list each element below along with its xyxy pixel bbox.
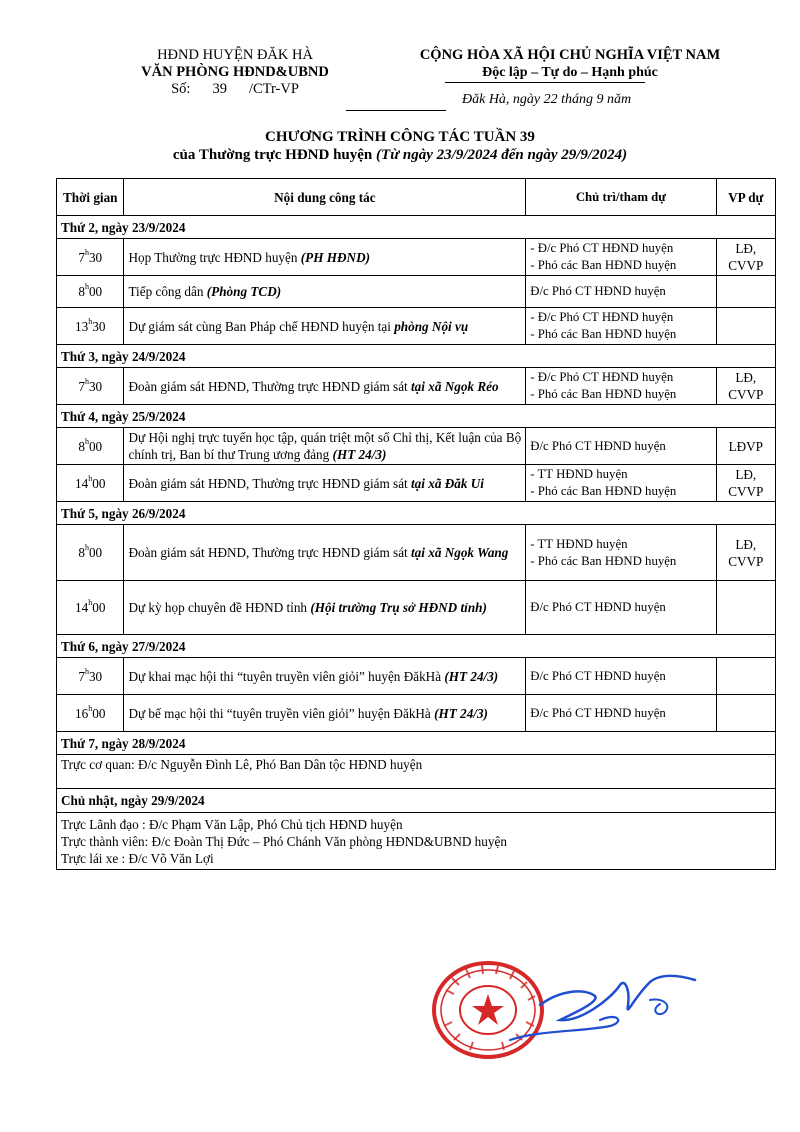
chu-tri-cell: Đ/c Phó CT HĐND huyện <box>526 276 716 308</box>
content-cell: Đoàn giám sát HĐND, Thường trực HĐND giám sát tại xã Đăk Ui <box>124 465 526 502</box>
day-row <box>57 405 776 428</box>
title-line2 <box>0 146 800 164</box>
content-cell: Dự bế mạc hội thi “tuyên truyền viên giỏi” huyện ĐăkHà (HT 24/3) <box>124 695 526 732</box>
title-period: (Từ ngày 23/9/2024 đến ngày 29/9/2024) <box>376 147 628 163</box>
day-label: Chủ nhật, ngày 29/9/2024 <box>57 789 776 813</box>
day-label: Thứ 2, ngày 23/9/2024 <box>57 216 776 239</box>
day-label: Thứ 6, ngày 27/9/2024 <box>57 635 776 658</box>
vp-cell <box>716 276 775 308</box>
duty-row <box>57 813 776 870</box>
day-label: Thứ 4, ngày 25/9/2024 <box>57 405 776 428</box>
schedule-table <box>56 178 776 870</box>
header-vp: VP dự <box>716 179 775 216</box>
table-row <box>57 368 776 405</box>
content-cell: Tiếp công dân (Phòng TCD) <box>124 276 526 308</box>
issuer-underline <box>346 110 446 111</box>
time-cell: 8$^h$00 <box>57 276 124 308</box>
day-label: Thứ 3, ngày 24/9/2024 <box>57 345 776 368</box>
chu-tri-cell: Đ/c Phó CT HĐND huyện <box>526 428 716 465</box>
chu-tri-cell: - TT HĐND huyện - Phó các Ban HĐND huyện <box>526 525 716 581</box>
content-cell: Đoàn giám sát HĐND, Thường trực HĐND giám sát tại xã Ngọk Wang <box>124 525 526 581</box>
vp-cell: LĐ, CVVP <box>716 368 775 405</box>
chu-tri-cell: - Đ/c Phó CT HĐND huyện - Phó các Ban HĐND huyện <box>526 368 716 405</box>
table-row <box>57 525 776 581</box>
time-cell: 14$^h$00 <box>57 581 124 635</box>
table-header <box>57 179 776 216</box>
vp-cell <box>716 695 775 732</box>
document-date: Đăk Hà, ngày 22 tháng 9 năm <box>462 92 632 107</box>
table-row <box>57 581 776 635</box>
time-cell: 7$^h$30 <box>57 658 124 695</box>
duty-driver: Trực lái xe : Đ/c Võ Văn Lợi <box>61 851 214 866</box>
chu-tri-cell: - Đ/c Phó CT HĐND huyện - Phó các Ban HĐND huyện <box>526 308 716 345</box>
title-main: của Thường trực HĐND huyện <box>172 147 377 163</box>
duty-leader: Trực Lãnh đạo : Đ/c Phạm Văn Lập, Phó Chủ tịch HĐND huyện <box>61 817 403 832</box>
day-row <box>57 502 776 525</box>
day-row <box>57 345 776 368</box>
chu-tri-cell: Đ/c Phó CT HĐND huyện <box>526 581 716 635</box>
issuer-line2: VĂN PHÒNG HĐND&UBND <box>141 64 329 80</box>
so-suffix: /CTr-VP <box>248 81 299 97</box>
chu-tri-cell: - Đ/c Phó CT HĐND huyện - Phó các Ban HĐND huyện <box>526 239 716 276</box>
table-row <box>57 658 776 695</box>
table-row <box>57 695 776 732</box>
content-cell: Họp Thường trực HĐND huyện (PH HĐND) <box>124 239 526 276</box>
table-row <box>57 239 776 276</box>
chu-tri-cell: - TT HĐND huyện - Phó các Ban HĐND huyện <box>526 465 716 502</box>
document-number <box>120 81 350 98</box>
content-cell: Dự kỳ họp chuyên đề HĐND tỉnh (Hội trường Trụ sở HĐND tỉnh) <box>124 581 526 635</box>
nation-title: CỘNG HÒA XÃ HỘI CHỦ NGHĨA VIỆT NAM <box>419 47 721 63</box>
vp-cell: LĐVP <box>716 428 775 465</box>
header-chu-tri: Chủ trì/tham dự <box>526 179 716 216</box>
motto-underline <box>445 82 645 83</box>
time-cell: 8$^h$00 <box>57 525 124 581</box>
sunday-duty <box>57 813 776 870</box>
table-row <box>57 465 776 502</box>
time-cell: 16$^h$00 <box>57 695 124 732</box>
vp-cell: LĐ, CVVP <box>716 525 775 581</box>
day-row <box>57 635 776 658</box>
header-content: Nội dung công tác <box>124 179 526 216</box>
document-title <box>0 128 800 164</box>
table-row <box>57 308 776 345</box>
day-row <box>57 789 776 813</box>
day-row <box>57 732 776 755</box>
vp-cell: LĐ, CVVP <box>716 239 775 276</box>
issuer-line1: HĐND HUYỆN ĐĂK HÀ <box>157 47 313 63</box>
time-cell: 13$^h$30 <box>57 308 124 345</box>
saturday-duty: Trực cơ quan: Đ/c Nguyễn Đình Lê, Phó Ban Dân tộc HĐND huyện <box>57 755 776 789</box>
content-cell: Đoàn giám sát HĐND, Thường trực HĐND giám sát tại xã Ngọk Réo <box>124 368 526 405</box>
content-cell: Dự khai mạc hội thi “tuyên truyền viên giỏi” huyện ĐăkHà (HT 24/3) <box>124 658 526 695</box>
content-cell: Dự Hội nghị trực tuyến học tập, quán triệt một số Chỉ thị, Kết luận của Bộ chính trị, Ban bí thư Trung ương đảng (HT 24/3) <box>124 428 526 465</box>
so-label: Số: <box>171 81 191 97</box>
table-row <box>57 428 776 465</box>
duty-member: Trực thành viên: Đ/c Đoàn Thị Đức – Phó Chánh Văn phòng HĐND&UBND huyện <box>61 834 507 849</box>
content-cell: Dự giám sát cùng Ban Pháp chế HĐND huyện tại phòng Nội vụ <box>124 308 526 345</box>
chu-tri-cell: Đ/c Phó CT HĐND huyện <box>526 695 716 732</box>
vp-cell <box>716 308 775 345</box>
nation-block <box>370 47 770 81</box>
vp-cell <box>716 581 775 635</box>
so-number: 39 <box>212 81 227 97</box>
vp-cell: LĐ, CVVP <box>716 465 775 502</box>
signature <box>500 960 700 1050</box>
vp-cell <box>716 658 775 695</box>
title-line1: CHƯƠNG TRÌNH CÔNG TÁC TUẦN 39 <box>265 129 535 145</box>
issuer-block <box>120 47 350 98</box>
time-cell: 7$^h$30 <box>57 368 124 405</box>
duty-row <box>57 755 776 789</box>
day-label: Thứ 5, ngày 26/9/2024 <box>57 502 776 525</box>
chu-tri-cell: Đ/c Phó CT HĐND huyện <box>526 658 716 695</box>
day-label: Thứ 7, ngày 28/9/2024 <box>57 732 776 755</box>
header-time: Thời gian <box>57 179 124 216</box>
table-row <box>57 276 776 308</box>
time-cell: 8$^h$00 <box>57 428 124 465</box>
nation-motto: Độc lập – Tự do – Hạnh phúc <box>482 65 658 80</box>
time-cell: 14$^h$00 <box>57 465 124 502</box>
day-row <box>57 216 776 239</box>
time-cell: 7$^h$30 <box>57 239 124 276</box>
